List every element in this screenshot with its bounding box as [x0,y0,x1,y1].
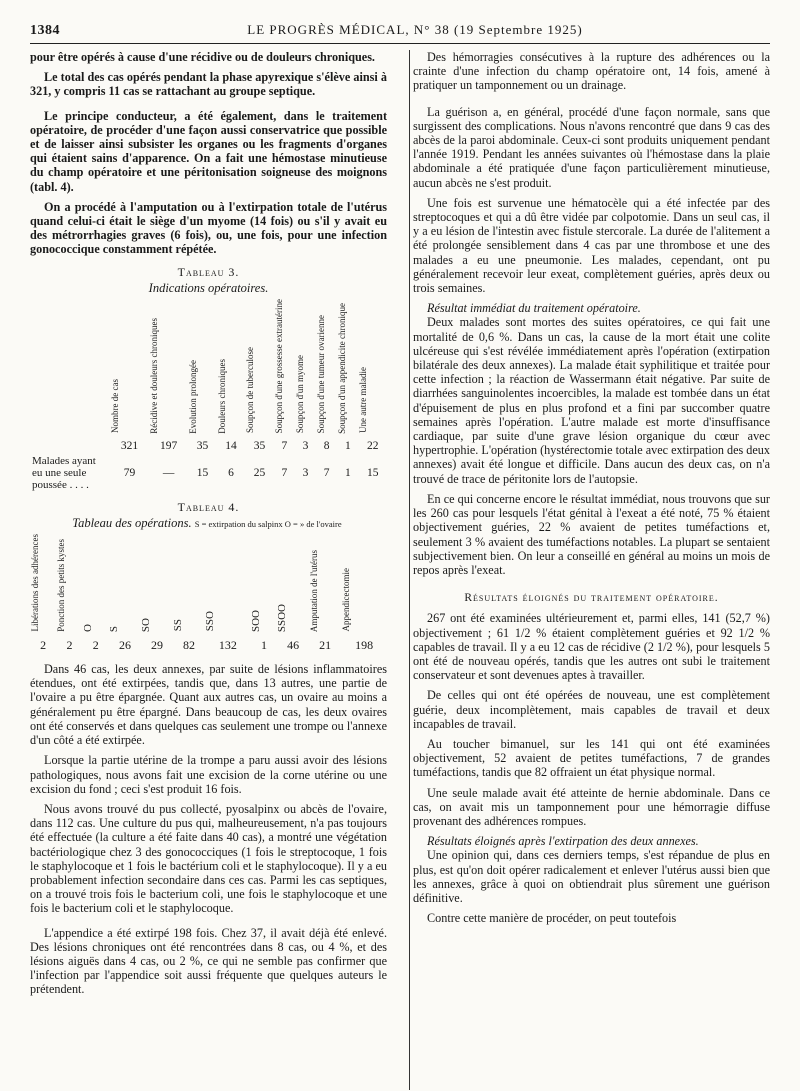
table3-cell: 7 [281,439,288,452]
table3-subtitle: Indications opératoires. [148,280,269,295]
table3-header: Nombre de cas [110,379,120,434]
table3-header: Récidive et douleurs chroniques [149,317,160,434]
table3-cell: 35 [253,439,266,452]
left-paragraph-7: Nous avons trouvé du pus collecté, pyosalpinx ou abcès de l'ovaire, dans 112 cas. Une culture du pus qui, malheureusement, n'a pas toujours été effectuée (la culture a été faite dans 40 cas), a montré une végétation bactériologique chez 3 des gonococciques (1 fois le streptocoque, 1 fois le staphylocoque et 1 fois le bactérium coli et le staphylocoque). Il y a eu probablement infection secondaire dans ces cas. Parmi les cas septiques, on a trouvé trois fois le bacterium coli, une fois le staphylocoque et une fois le bacterium coli et le staphylocoque. [30,801,387,916]
table4-cell: 198 [355,637,374,652]
table4-cell: 1 [260,637,267,652]
table3-row-label [30,438,110,454]
table3-cell: — [162,466,175,479]
table4-cell: 2 [66,637,73,652]
table3-cell: 8 [323,439,330,452]
table3-header-row [30,299,387,438]
left-paragraph-8: L'appendice a été extirpé 198 fois. Chez 37, il avait déjà été enlevé. Des lésions chroniques ont été rencontrées dans 8 cas, ou 4 %, et des lésions aiguës dans 4 cas, ou 2 %, ce qui ne semble pas confirmer que l'infection par l'appendice soit aussi fréquente que quelques auteurs le prétendent. [30,925,387,997]
table4-header: O [81,623,94,632]
table3-cell: 3 [302,439,309,452]
table3-cell: 6 [228,466,234,479]
right-paragraph-6: 267 ont été examinées ultérieurement et, parmi elles, 141 (52,7 %) objectivement ; 61 1/2 % étaient complètement guéries et 92 1/2 % capables de travail. Il y a eu 12 cas de récidive (2 1/2 %), pour lesquels 5 ont été de nouveau opérés, tandis que les autres ont subi le traitement conservateur et sont devenues aptes à travailler. [413,611,770,683]
table4-subtitle-line [30,516,387,530]
left-paragraph-5: Dans 46 cas, les deux annexes, par suite de lésions inflammatoires étendues, ont été extirpées, tandis que, dans 13 autres, une partie de l'ovaire a pu être épargnée. Quant aux autres cas, un ovaire au moins a généralement pu être épargné. Dans beaucoup de cas, les deux ovaires ont été conservés et dans quelques cas seulement une trompe ou l'annexe d'un côté a été extirpée. [30,662,387,748]
table3 [30,299,387,492]
table4-cell: 2 [92,637,99,652]
table3-cell: 7 [281,466,288,479]
right-paragraph-3: Une fois est survenue une hématocèle qui a été infectée par des streptocoques et qui a dû être vidée par colpotomie. Dans un seul cas, il y a eu lésion de l'intestin avec fistule stercorale. La durée de l'alitement a été prolongée sensiblement dans 4 cas par une thrombose et une des malades a eu une pneumonie. Les malades, cependant, ont pu généralement recevoir leur exeat, complètement guéries, après deux ou trois semaines. [413,195,770,296]
table3-cell: 1 [344,466,351,479]
left-paragraph-3: Le principe conducteur, a été également, dans le traitement opératoire, de procéder d'une façon aussi conservatrice que possible et de laisser ainsi subsister les organes ou les fragments d'organes qui étaient sains d'apparence. On a fait une hémostase minutieuse du champ opératoire et une péritonisation soigneuse des moignons (tabl. 4). [30,108,387,194]
table3-cell: 15 [366,466,379,479]
table4-header: SSOO [276,603,289,632]
table3-cell: 15 [196,466,209,479]
table4-cell: 2 [40,637,47,652]
table4-header: SS [172,619,184,632]
table3-cell: 79 [123,466,136,479]
table3-cell: 35 [196,439,209,452]
right-column [413,50,770,1003]
column-divider [409,50,410,1090]
table4-header: Amputation de l'utérus [309,549,320,632]
right-paragraph-2: La guérison a, en général, procédé d'une façon normale, sans que surgissent des complications. Nous n'avons rencontré que dans 9 cas des abcès de la paroi abdominale. Ceux-ci sont produits uniquement pendant l'année 1919. Pendant les années suivantes où l'hémostase dans la plaie abdominale a été pratiquée d'une façon particulièrement minutieuse, aucun abcès ne s'est produit. [413,104,770,190]
table3-header: Une autre maladie [358,367,369,434]
table3-header: Soupçon d'un appendicite chronique [337,302,348,434]
table4-cell: 26 [118,637,131,652]
two-column-body [30,50,770,1003]
table4-subtitle: Tableau des opérations. [72,516,192,530]
right-paragraph-11: Contre cette manière de procéder, on peut toutefois [427,911,677,926]
table4-header: S [107,625,120,632]
table4-legend: S = extirpation du salpinx O = » de l'ovaire [194,519,342,530]
table3-cell: 1 [344,439,351,452]
right-paragraph-9: Une seule malade avait été atteinte de hernie abdominale. Dans ce cas, on avait mis un tamponnement pour une hémorragie diffuse provenant des adhérences rompues. [413,785,770,828]
table4-row [30,636,387,654]
table3-cell: 321 [120,439,139,452]
table4-header: SSO [204,611,217,632]
left-paragraph-4: On a procédé à l'amputation ou à l'extirpation totale de l'utérus quand celui-ci était le siège d'un myome (14 fois) ou s'il y avait eu des métrorrhagies graves (6 fois), ou, une fois, pour une infection gonococcique constamment répétée. [30,199,387,257]
right-section-heading: Résultats éloignés du traitement opératoire. [464,592,719,605]
table4-header: Appendicectomie [341,568,352,632]
table4-header-row [30,534,387,636]
left-paragraph-1: pour être opérés à cause d'une récidive ou de douleurs chroniques. [30,50,375,64]
table3-cell: 14 [225,439,237,452]
table3-header: Soupçon d'une tumeur ovarienne [316,315,327,434]
table3-cell: 7 [323,466,330,479]
left-column [30,50,387,1003]
table3-row [30,454,387,492]
table3-header: Soupçon de tuberculose [245,347,256,434]
table3-header: Soupçon d'une grossesse extrautérine [273,299,284,434]
table3-cell: 197 [160,439,178,452]
table4-caption: Tableau 4. [177,499,240,514]
right-paragraph-5: En ce qui concerne encore le résultat immédiat, nous trouvons que sur les 260 cas pour lesquels l'état génital à l'exeat a été noté, 75 % étaient objectivement guéries, 22 % avaient de petites tuméfactions et, seulement 3 % avaient des tuméfactions notables. La plupart se sentaient subjectivement bien. On leur a conseillé en général au moins un mois de repos après l'exeat. [413,491,770,577]
right-paragraph-1: Des hémorragies consécutives à la rupture des adhérences ou la crainte d'une infection du champ opératoire ont, 14 fois, amené à pratiquer un tamponnement ou un drainage. [413,50,770,93]
table3-cell: 3 [302,466,309,479]
right-paragraph-10: Une opinion qui, dans ces derniers temps, s'est répandue de plus en plus, est qu'on doit opérer radicalement et enlever l'utérus aussi bien que les annexes, grâce à quoi on obtiendrait plus sûrement une guérison définitive. [413,848,770,905]
right-paragraph-4: Deux malades sont mortes des suites opératoires, ce qui fait une mortalité de 0,6 %. Dans un cas, la cause de la mort était une colite ulcéreuse qui s'est révélée immédiatement après l'opération (extirpation bilatérale des deux annexes). La malade était syphilitique et traitée pour cette infection ; la réaction de Wassermann était négative. Par suite de diarrhées sanguinolentes incoercibles, la malade est tombée dans un état d'épuisement de plus en plus profond et a fini par succomber quatre semaines après l'opération. L'autre malade est morte d'insuffisance cardiaque, par suite d'une grave lésion organique du cœur avec hypertrophie. L'opération (hystérectomie totale avec extirpation des deux annexes) avait été longue et difficile. Dans aucun des deux cas, on n'a trouvé de trace de péritonite lors de l'autopsie. [413,315,770,486]
right-subheading-immediate: Résultat immédiat du traitement opératoire. [427,301,641,316]
table3-header: Soupçon d'un myome [294,355,305,434]
table4-cell: 21 [319,637,332,652]
table4-header: SO [139,617,152,632]
right-subheading-remote: Résultats éloignés après l'extirpation des deux annexes. [427,834,699,849]
table3-corner [30,299,110,438]
table3-header: Douleurs chroniques [216,358,227,434]
table3-header: Evolution prolongée [188,359,199,434]
table4-cell: 132 [218,637,237,652]
right-paragraph-7: De celles qui ont été opérées de nouveau, une est complètement guérie, deux incomplètement, mais capables de travail et deux incapables de travail. [413,688,770,731]
left-paragraph-6: Lorsque la partie utérine de la trompe a paru aussi avoir des lésions pathologiques, nous avons fait une excision de la corne utérine ou une excision du fond ; ceci s'est produit 16 fois. [30,753,387,796]
right-paragraph-8: Au toucher bimanuel, sur les 141 qui ont été examinées objectivement, 52 avaient de petites tuméfactions, 7 de grandes tuméfactions, tandis que 82 offraient un état physique normal. [413,736,770,780]
table4-cell: 46 [287,637,300,652]
table4-cell: 82 [183,637,196,652]
table4 [30,534,387,654]
table4-header: SOO [249,609,262,632]
table3-cell: 25 [253,466,266,479]
table3-caption: Tableau 3. [177,264,240,279]
table4-header: Ponction des petits kystes [56,538,67,632]
left-paragraph-2: Le total des cas opérés pendant la phase apyrexique s'élève ainsi à 321, y compris 11 cas se rattachant au groupe septique. [30,70,387,99]
table3-row [30,438,387,454]
table3-cell: 22 [366,439,379,452]
table4-header: Libérations des adhérences [30,534,40,632]
table3-row-label: Malades ayant eu une seule poussée . . . . [32,454,96,491]
table4-cell: 29 [150,637,163,652]
page-header [30,22,770,44]
running-title: LE PROGRÈS MÉDICAL, N° 38 (19 Septembre 1925) [247,22,583,37]
page-number: 1384 [30,23,60,38]
